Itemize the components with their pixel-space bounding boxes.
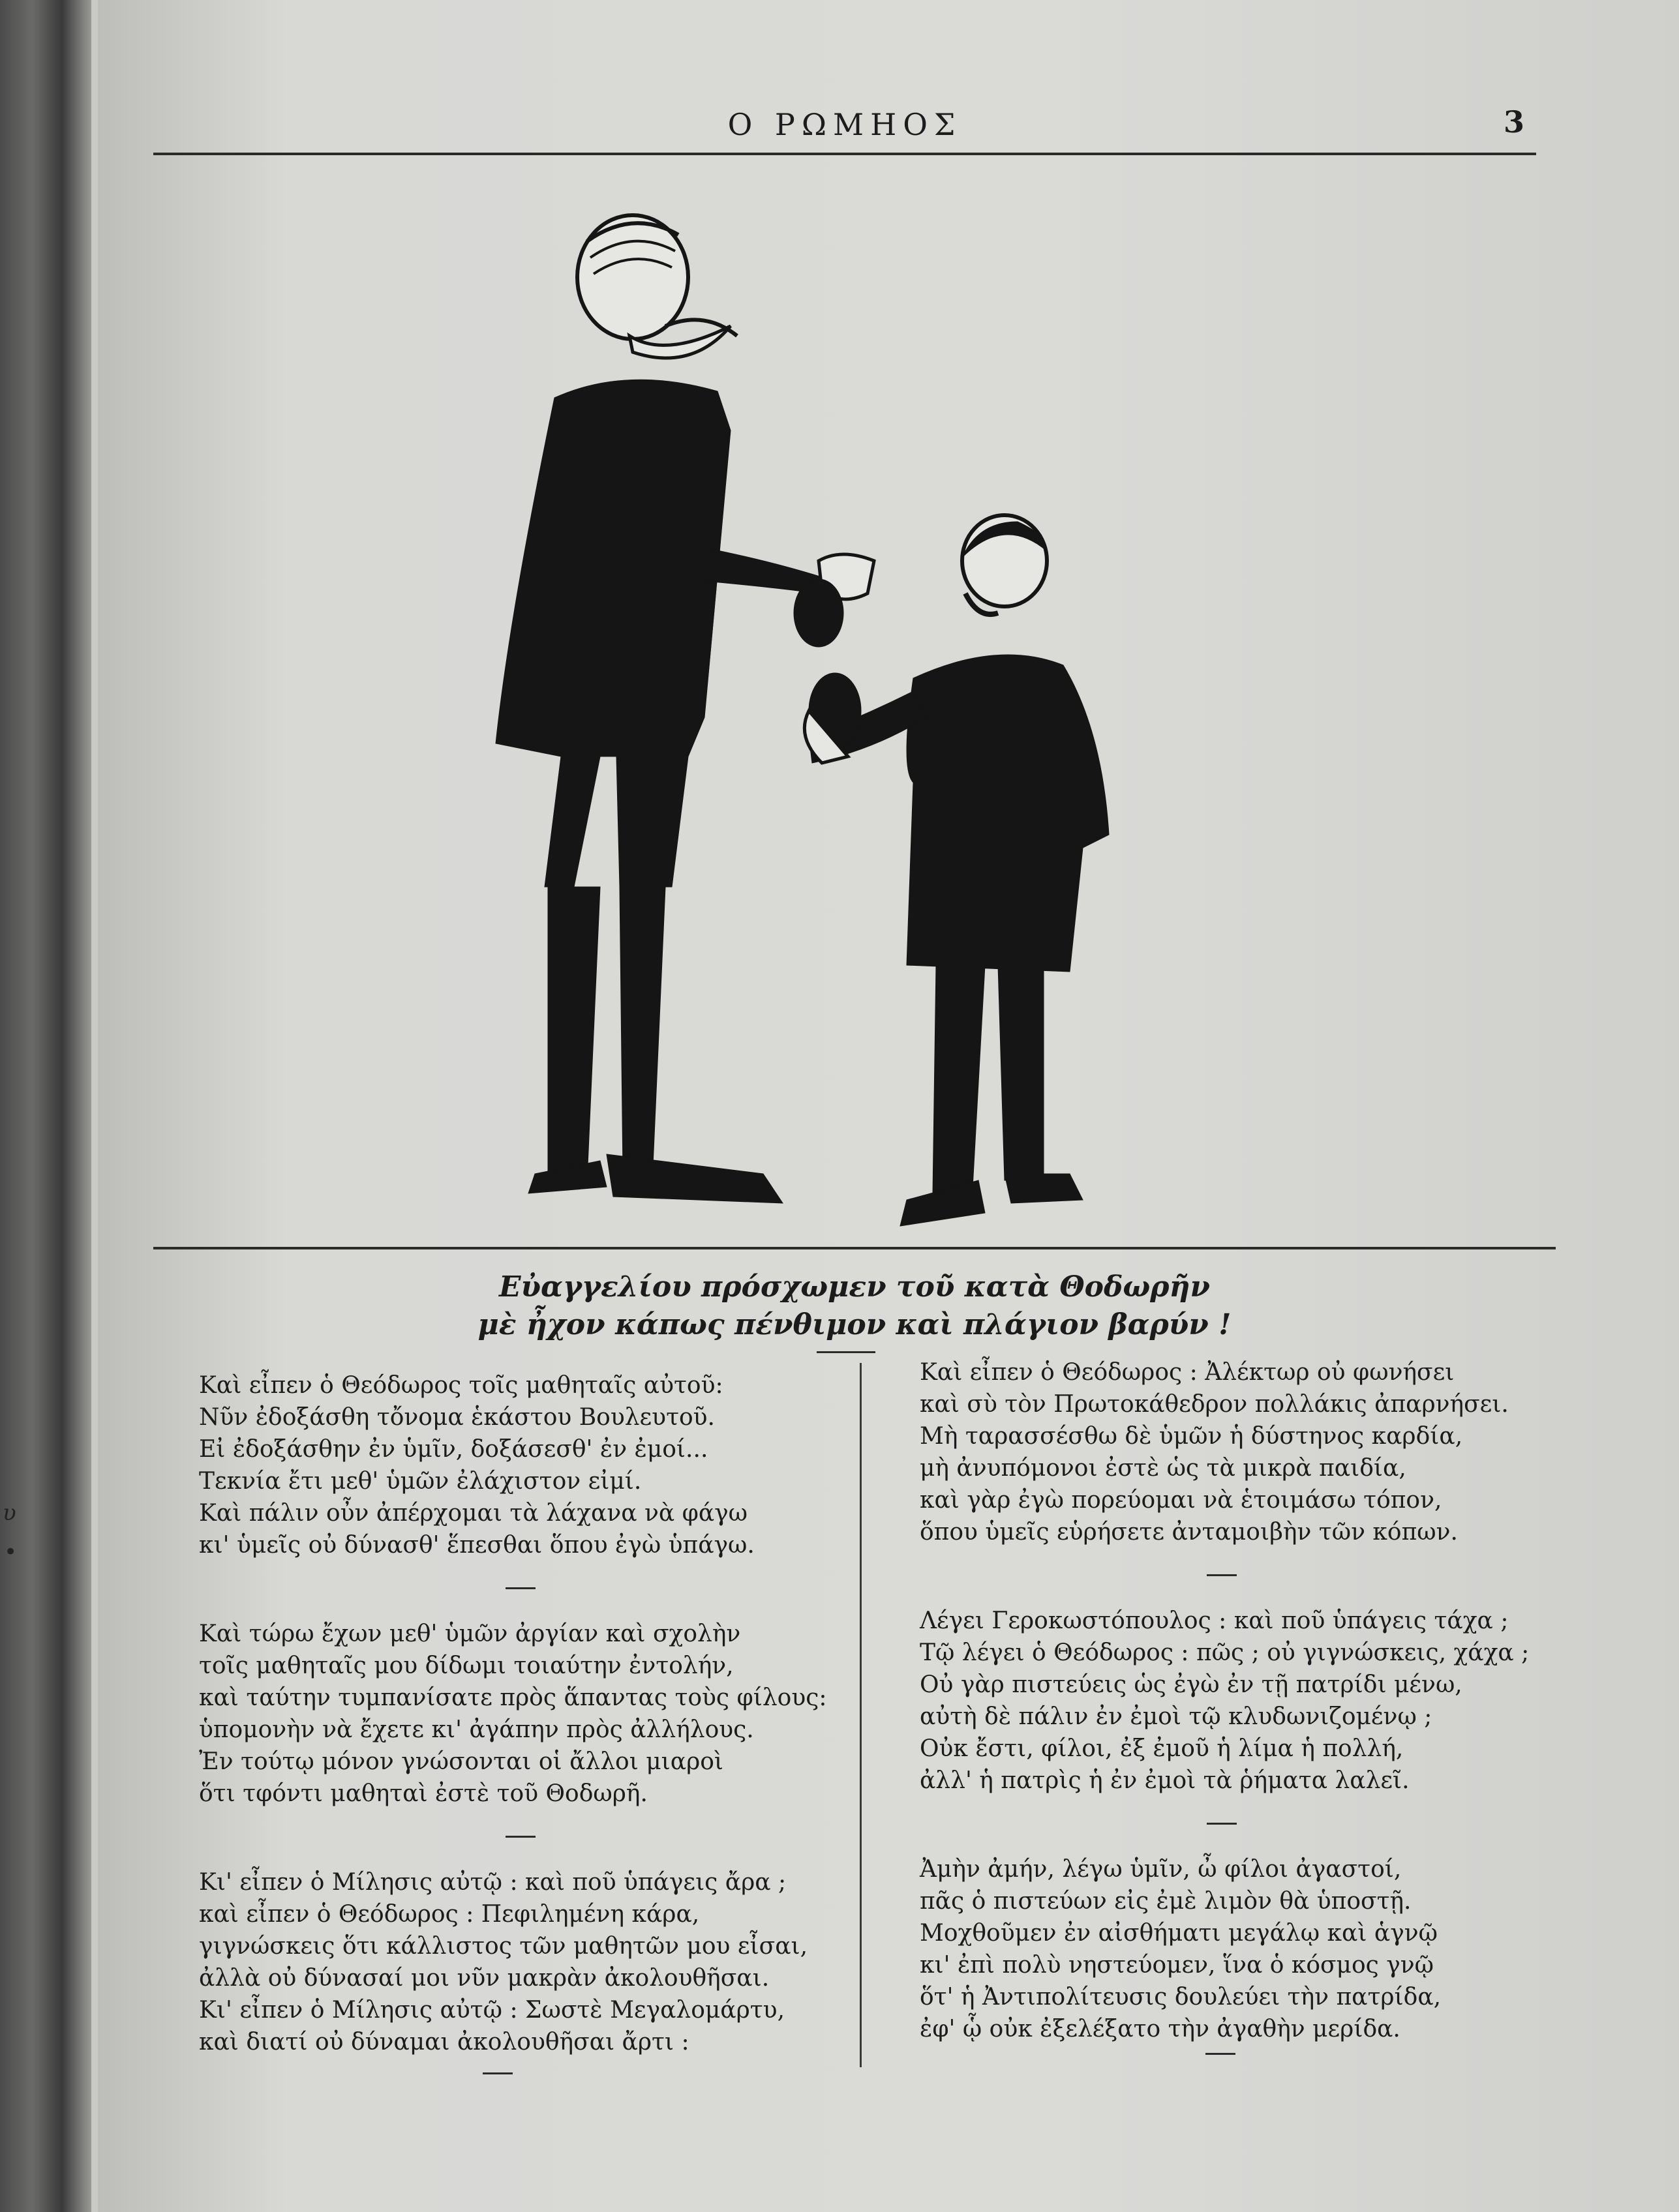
- verse-line: κι' ἐπὶ πολὺ νηστεύομεν, ἵνα ὁ κόσμος γνῷ: [920, 1952, 1434, 1979]
- stanza: [199, 1369, 838, 1561]
- verse-line: ὅτι τφόντι μαθηταὶ ἐστὲ τοῦ Θοδωρῆ.: [199, 1780, 648, 1807]
- verse-line: κι' ὑμεῖς οὐ δύνασθ' ἕπεσθαι ὅπου ἐγὼ ὑπάγω.: [199, 1532, 755, 1559]
- end-separator: [1205, 2053, 1235, 2055]
- verse-line: ἀλλ' ἡ πατρὶς ἡ ἐν ἐμοὶ τὰ ῥήματα λαλεῖ.: [920, 1767, 1410, 1794]
- gutter-mark: υ: [3, 1500, 16, 1526]
- short-figure: [804, 515, 1109, 1226]
- verse-line: Καὶ εἶπεν ὁ Θεόδωρος : Ἀλέκτωρ οὐ φωνήσει: [920, 1359, 1455, 1386]
- verse-line: Καὶ πάλιν οὖν ἀπέρχομαι τὰ λάχανα νὰ φάγω: [199, 1500, 748, 1527]
- left-column: [199, 1369, 838, 2058]
- verse-line: καὶ διατί οὐ δύναμαι ἀκολουθῆσαι ἄρτι :: [199, 2029, 689, 2055]
- stanza: [199, 1618, 838, 1810]
- caption-line: Εὐαγγελίου πρόσχωμεν τοῦ κατὰ Θοδωρῆν: [498, 1270, 1211, 1304]
- verse-line: Οὐ γὰρ πιστεύεις ὡς ἐγὼ ἐν τῇ πατρίδι μένω,: [920, 1671, 1462, 1698]
- verse-line: Κι' εἶπεν ὁ Μίλησις αὐτῷ : Σωστὲ Μεγαλομάρτυ,: [199, 1997, 785, 2024]
- page-header: [153, 104, 1536, 157]
- verse-line: Εἰ ἐδοξάσθην ἐν ὑμῖν, δοξάσεσθ' ἐν ἐμοί...: [199, 1436, 708, 1463]
- verse-line: Καὶ τώρω ἔχων μεθ' ὑμῶν ἀργίαν καὶ σχολὴν: [199, 1621, 741, 1647]
- verse-line: ἀλλὰ οὐ δύνασαί μοι νῦν μακρὰν ἀκολουθῆσαι.: [199, 1965, 770, 1992]
- stanza: [920, 1853, 1546, 2045]
- verse-line: Ἀμὴν ἀμήν, λέγω ὑμῖν, ὦ φίλοι ἀγαστοί,: [920, 1856, 1402, 1883]
- stanza: [920, 1605, 1546, 1797]
- section-rule: [153, 1247, 1556, 1249]
- gutter-dot: •: [4, 1539, 18, 1565]
- verse-line: γιγνώσκεις ὅτι κάλλιστος τῶν μαθητῶν μου εἶσαι,: [199, 1933, 808, 1960]
- page-number: 3: [1503, 104, 1524, 140]
- stanza-separator: [506, 1836, 536, 1838]
- verse-line: αὐτὴ δὲ πάλιν ἐν ἐμοὶ τῷ κλυδωνιζομένῳ ;: [920, 1703, 1432, 1730]
- caricature-caption: [391, 1268, 1318, 1344]
- verse-line: καὶ εἶπεν ὁ Θεόδωρος : Πεφιλημένη κάρα,: [199, 1901, 700, 1928]
- newspaper-title: Ο ΡΩΜΗΟΣ: [727, 107, 962, 142]
- end-separator: [483, 2072, 513, 2074]
- verse-line: τοῖς μαθηταῖς μου δίδωμι τοιαύτην ἐντολήν,: [199, 1652, 734, 1679]
- stanza: [199, 1866, 838, 2058]
- caricature-illustration: [457, 196, 1239, 1239]
- verse-line: Κι' εἶπεν ὁ Μίλησις αὐτῷ : καὶ ποῦ ὑπάγεις ἄρα ;: [199, 1869, 787, 1896]
- caption-rule: [817, 1351, 875, 1353]
- verse-line: ὅτ' ἡ Ἀντιπολίτευσις δουλεύει τὴν πατρίδα,: [920, 1984, 1442, 2010]
- verse-line: Τεκνία ἔτι μεθ' ὑμῶν ἐλάχιστον εἰμί.: [199, 1468, 642, 1495]
- verse-line: πᾶς ὁ πιστεύων εἰς ἐμὲ λιμὸν θὰ ὑποστῇ.: [920, 1888, 1412, 1915]
- verse-line: Μοχθοῦμεν ἐν αἰσθήματι μεγάλῳ καὶ ἁγνῷ: [920, 1920, 1438, 1947]
- column-divider: [860, 1363, 862, 2067]
- right-column: [920, 1356, 1546, 2045]
- stanza-separator: [1207, 1823, 1237, 1825]
- caption-line: μὲ ἦχον κάπως πένθιμον καὶ πλάγιον βαρύν !: [477, 1308, 1232, 1341]
- stanza: [920, 1356, 1546, 1548]
- verse-line: καὶ ταύτην τυμπανίσατε πρὸς ἅπαντας τοὺς φίλους:: [199, 1684, 827, 1711]
- verse-line: μὴ ἀνυπόμονοι ἐστὲ ὡς τὰ μικρὰ παιδία,: [920, 1455, 1406, 1482]
- verse-line: Λέγει Γεροκωστόπουλος : καὶ ποῦ ὑπάγεις τάχα ;: [920, 1607, 1509, 1634]
- verse-line: καὶ γὰρ ἐγὼ πορεύομαι νὰ ἑτοιμάσω τόπον,: [920, 1487, 1442, 1514]
- stanza-separator: [506, 1587, 536, 1589]
- book-gutter: [0, 0, 91, 2212]
- verse-line: Μὴ ταρασσέσθω δὲ ὑμῶν ἡ δύστηνος καρδία,: [920, 1423, 1463, 1450]
- verse-line: ὑπομονὴν νὰ ἔχετε κι' ἀγάπην πρὸς ἀλλήλους.: [199, 1716, 754, 1743]
- verse-line: Οὐκ ἔστι, φίλοι, ἐξ ἐμοῦ ἡ λίμα ἡ πολλή,: [920, 1735, 1404, 1762]
- verse-line: ὅπου ὑμεῖς εὑρήσετε ἀνταμοιβὴν τῶν κόπων.: [920, 1519, 1458, 1546]
- header-rule: [153, 153, 1536, 155]
- verse-line: Ἐν τούτῳ μόνον γνώσονται οἱ ἄλλοι μιαροὶ: [199, 1748, 724, 1775]
- verse-line: Νῦν ἐδοξάσθη τὄνομα ἑκάστου Βουλευτοῦ.: [199, 1404, 715, 1431]
- stanza-separator: [1207, 1574, 1237, 1576]
- verse-line: καὶ σὺ τὸν Πρωτοκάθεδρον πολλάκις ἀπαρνήσει.: [920, 1391, 1509, 1418]
- verse-line: ἐφ' ᾧ οὐκ ἐξελέξατο τὴν ἀγαθὴν μερίδα.: [920, 2016, 1400, 2042]
- verse-line: Τῷ λέγει ὁ Θεόδωρος : πῶς ; οὐ γιγνώσκεις, χάχα ;: [920, 1639, 1530, 1666]
- verse-line: Καὶ εἶπεν ὁ Θεόδωρος τοῖς μαθηταῖς αὐτοῦ:: [199, 1372, 723, 1399]
